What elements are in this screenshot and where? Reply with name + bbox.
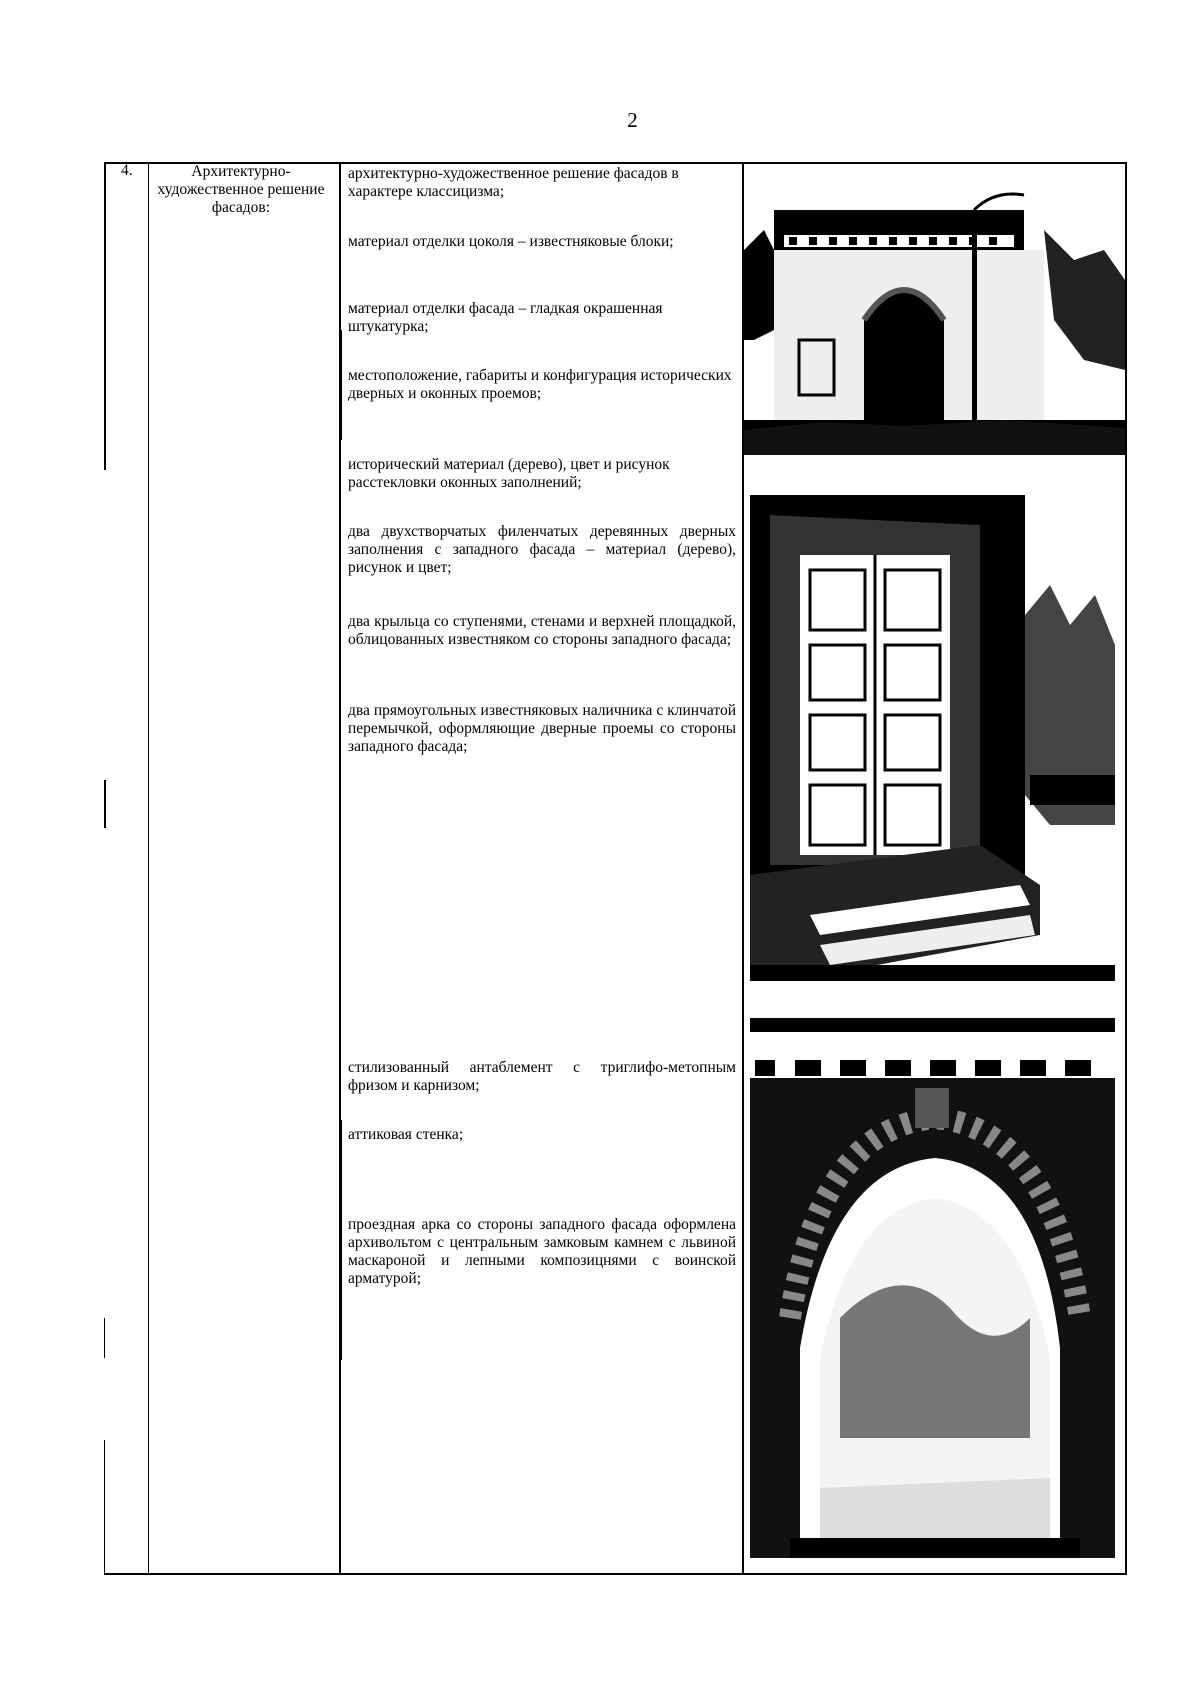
text-margin-fragment	[341, 1120, 342, 1360]
table-right-border	[1125, 162, 1127, 1574]
left-border-fragment	[104, 780, 106, 828]
left-border-fragment	[104, 1318, 105, 1358]
text-margin-fragment	[341, 330, 342, 440]
row-number: 4.	[121, 162, 133, 179]
left-border-fragment	[104, 162, 106, 470]
photo-west-doors	[750, 495, 1115, 981]
list-item: материал отделки фасада – гладкая окрашенная штукатурка;	[348, 300, 663, 335]
left-border-fragment	[104, 1440, 105, 1574]
page-number: 2	[627, 108, 638, 132]
list-item: местоположение, габариты и конфигурация исторических дверных и оконных проемов;	[348, 367, 732, 402]
row-title: Архитектурно-художественное решение фасадов:	[157, 163, 325, 216]
photo-gate-facade	[744, 190, 1125, 455]
list-item: аттиковая стенка;	[348, 1126, 464, 1143]
table-bottom-border	[104, 1573, 1127, 1575]
list-item: материал отделки цоколя – известняковые блоки;	[348, 233, 674, 250]
col-divider-number	[148, 162, 149, 1574]
list-item: два прямоугольных известняковых наличника с клинчатой перемычкой, оформляющие дверные проемы со стороны западного фасада;	[348, 702, 736, 755]
list-item: исторический материал (дерево), цвет и рисунок расстекловки оконных заполнений;	[348, 456, 670, 491]
list-item: проездная арка со стороны западного фасада оформлена архивольтом с центральным замковым камнем с львиной маскароной и лепными композицнями с воинской арматурой;	[348, 1216, 736, 1287]
list-item: два крыльца со ступенями, стенами и верхней площадкой, облицованных известняком со стороны западного фасада;	[348, 613, 736, 648]
list-item: стилизованный антаблемент с триглифо-метопным фризом и карнизом;	[348, 1059, 736, 1094]
list-item: два двухстворчатых филенчатых деревянных дверных заполнения с западного фасада – материал (дерево), рисунок и цвет;	[348, 523, 736, 576]
photo-arch-archivolt	[750, 1018, 1115, 1558]
list-item: архитектурно-художественное решение фасадов в характере классицизма;	[348, 165, 679, 200]
